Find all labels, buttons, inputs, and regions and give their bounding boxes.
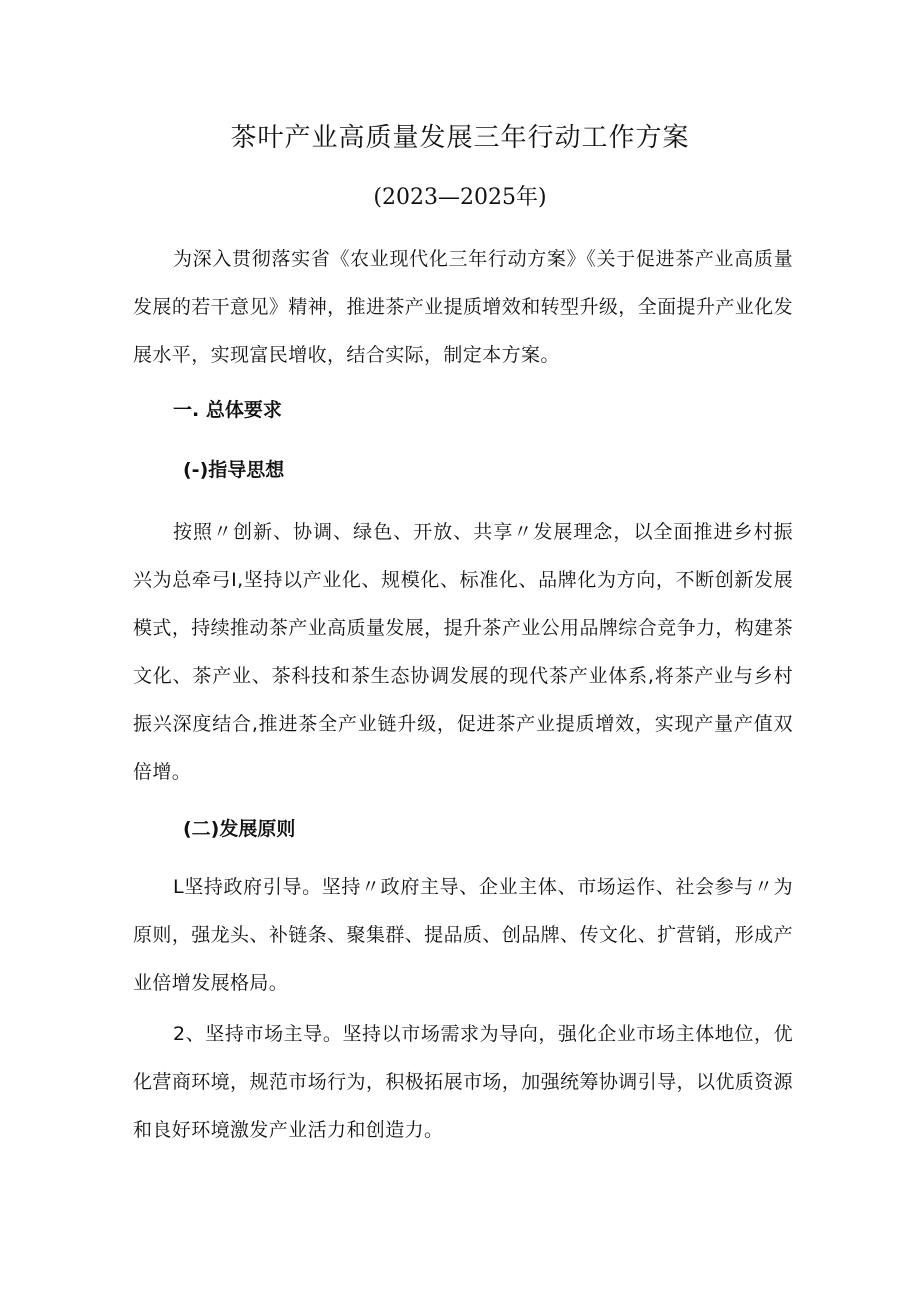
document-subtitle: (2023—2025年) (373, 185, 547, 210)
guiding-ideology-paragraph: 按照〃创新、协调、绿色、开放、共享〃发展理念，以全面推进乡村振兴为总牵弓I,坚持以产业化、规模化、标准化、品牌化为方向，不断创新发展模式，持续推动茶产业高质量发展，提升茶产业公用品牌综合竞争力，构建茶文化、茶产业、茶科技和茶生态协调发展的现代茶产业体系,将茶产业与乡村振兴深度结合,推进茶全产业链升级，促进茶产业提质增效，实现产量产值双倍增。 (133, 521, 793, 783)
intro-paragraph: 为深入贯彻落实省《农业现代化三年行动方案》《关于促进茶产业高质量发展的若干意见》精神，推进茶产业提质增效和转型升级，全面提升产业化发展水平，实现富民增收，结合实际，制定本方案。 (133, 248, 793, 366)
subsection-heading-guiding-ideology: (-)指导思想 (183, 459, 285, 481)
document-title: 茶叶产业高质量发展三年行动工作方案 (230, 123, 690, 153)
subsection-heading-development-principles: (二)发展原则 (183, 818, 296, 840)
section-heading-general-requirements: 一. 总体要求 (173, 399, 282, 421)
principle-paragraph-market-leading: 2、坚持市场主导。坚持以市场需求为导向，强化企业市场主体地位，优化营商环境，规范市场行为，积极拓展市场，加强统筹协调引导，以优质资源和良好环境激发产业活力和创造力。 (133, 1023, 793, 1141)
principle-paragraph-government-guidance: L坚持政府引导。坚持〃政府主导、企业主体、市场运作、社会参与〃为原则，强龙头、补链条、聚集群、提品质、创品牌、传文化、扩营销，形成产业倍增发展格局。 (133, 876, 793, 994)
